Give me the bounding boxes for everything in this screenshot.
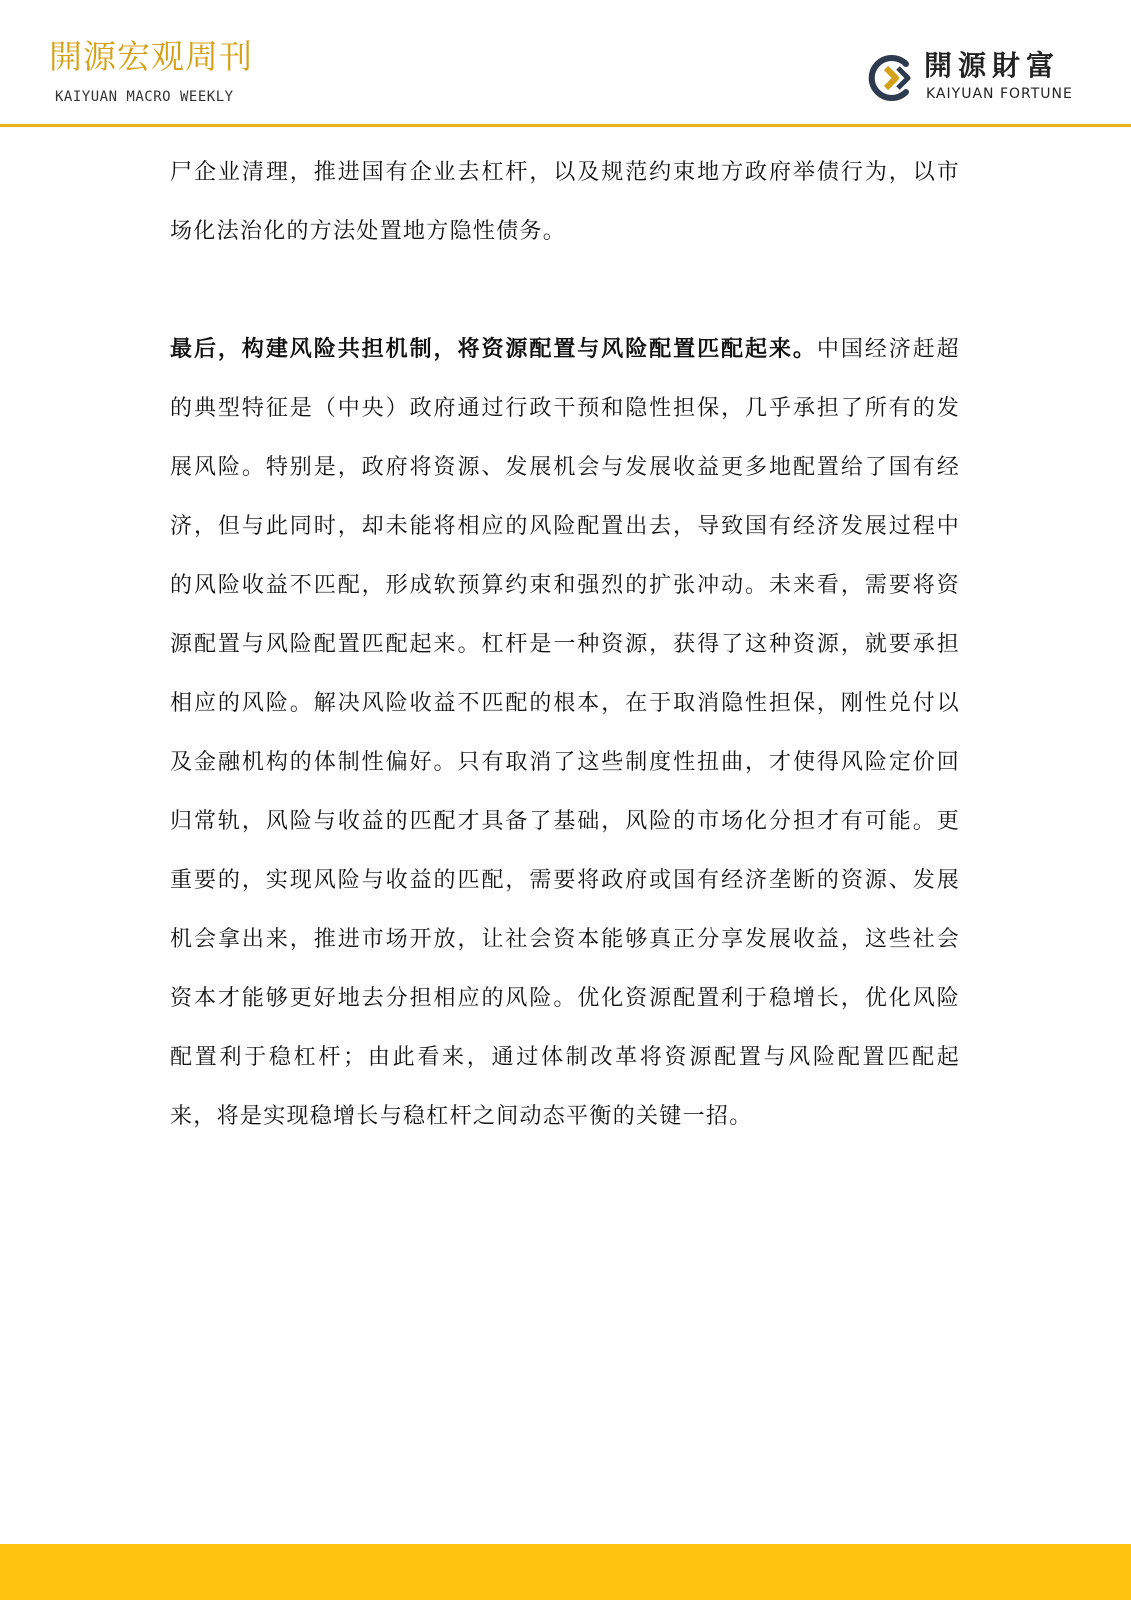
paragraph-2-text: 中国经济赶超的典型特征是（中央）政府通过行政干预和隐性担保，几乎承担了所有的发展风险。特别是，政府将资源、发展机会与发展收益更多地配置给了国有经济，但与此同时，却未能将相应的风险配置出去，导致国有经济发展过程中的风险收益不匹配，形成软预算约束和强烈的扩张冲动。未来看，需要将资源配置与风险配置匹配起来。杠杆是一种资源，获得了这种资源，就要承担相应的风险。解决风险收益不匹配的根本，在于取消隐性担保，刚性兑付以及金融机构的体制性偏好。只有取消了这些制度性扭曲，才使得风险定价回归常轨，风险与收益的匹配才具备了基础，风险的市场化分担才有可能。更重要的，实现风险与收益的匹配，需要将政府或国有经济垄断的资源、发展机会拿出来，推进市场开放，让社会资本能够真正分享发展收益，这些社会资本才能够更好地去分担相应的风险。优化资源配置利于稳增长，优化风险配置利于稳杠杆；由此看来，通过体制改革将资源配置与风险配置匹配起来，将是实现稳增长与稳杠杆之间动态平衡的关键一招。 (170, 337, 960, 1129)
header-divider (0, 124, 1131, 127)
kaiyuan-logo-icon (866, 52, 918, 104)
brand-name-en: KAIYUAN FORTUNE (926, 86, 1073, 102)
brand-name-cn: 開源財富 (924, 49, 1061, 82)
brand-logo (866, 49, 1086, 106)
paragraph-2-lead: 最后，构建风险共担机制，将资源配置与风险配置匹配起来。 (170, 337, 817, 362)
publication-subtitle: KAIYUAN MACRO WEEKLY (55, 89, 234, 105)
footer-bar (0, 1544, 1131, 1600)
publication-title: 開源宏观周刊 (49, 37, 253, 76)
paragraph-1: 尸企业清理，推进国有企业去杠杆，以及规范约束地方政府举债行为，以市场化法治化的方法处置地方隐性债务。 (170, 160, 960, 244)
paragraph-2 (170, 320, 960, 1146)
page-header (0, 0, 1131, 127)
article-body (170, 143, 960, 1146)
